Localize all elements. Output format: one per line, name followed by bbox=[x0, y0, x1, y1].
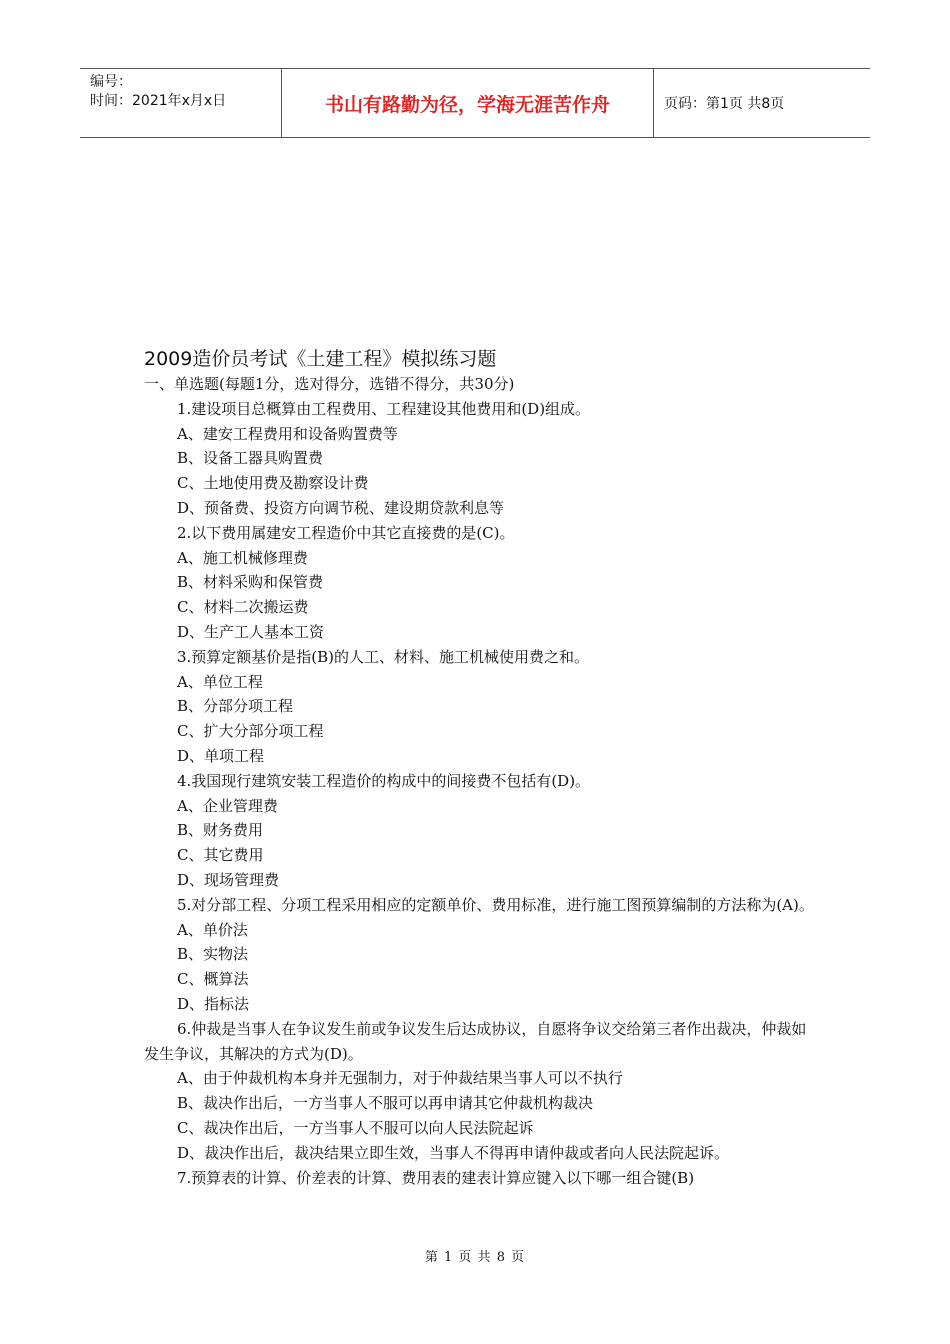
document-body bbox=[144, 346, 814, 1190]
answer-option: A、企业管理费 bbox=[177, 796, 278, 815]
answer-option: B、分部分项工程 bbox=[177, 697, 294, 716]
header-motto: 书山有路勤为径，学海无涯苦作舟 bbox=[282, 69, 654, 137]
time-label: 时间：2021年x月x日 bbox=[90, 93, 227, 109]
section-heading: 一、单选题(每题1分，选对得分，选错不得分，共30分) bbox=[144, 375, 515, 393]
answer-option: D、生产工人基本工资 bbox=[177, 622, 325, 641]
answer-option: B、裁决作出后，一方当事人不服可以再申请其它仲裁机构裁决 bbox=[177, 1094, 594, 1113]
answer-option: C、扩大分部分项工程 bbox=[177, 722, 324, 741]
header-meta bbox=[80, 69, 282, 137]
answer-option: A、单位工程 bbox=[177, 672, 263, 691]
answer-option: C、其它费用 bbox=[177, 846, 264, 865]
question-stem: 5.对分部工程、分项工程采用相应的定额单价、费用标准，进行施工图预算编制的方法称为(A)。 bbox=[177, 895, 814, 914]
number-label: 编号： bbox=[90, 74, 132, 90]
question-stem: 1.建设项目总概算由工程费用、工程建设其他费用和(D)组成。 bbox=[177, 399, 591, 418]
answer-option: D、单项工程 bbox=[177, 746, 265, 765]
answer-option: C、概算法 bbox=[177, 970, 249, 989]
answer-option: A、建安工程费用和设备购置费等 bbox=[177, 424, 398, 443]
page-footer: 第 1 页 共 8 页 bbox=[424, 1250, 526, 1265]
page-header bbox=[80, 68, 870, 138]
document-title: 2009造价员考试《土建工程》模拟练习题 bbox=[144, 348, 497, 370]
answer-option: C、材料二次搬运费 bbox=[177, 598, 309, 617]
answer-option: B、材料采购和保管费 bbox=[177, 573, 324, 592]
question-list bbox=[144, 397, 814, 1191]
answer-option: D、指标法 bbox=[177, 994, 250, 1013]
answer-option: D、预备费、投资方向调节税、建设期贷款利息等 bbox=[177, 498, 505, 517]
answer-option: B、实物法 bbox=[177, 945, 249, 964]
answer-option: C、裁决作出后，一方当事人不服可以向人民法院起诉 bbox=[177, 1118, 534, 1137]
question-stem: 6.仲裁是当事人在争议发生前或争议发生后达成协议，自愿将争议交给第三者作出裁决，仲裁如发生争议，其解决的方式为(D)。 bbox=[144, 1019, 807, 1063]
answer-option: D、现场管理费 bbox=[177, 870, 280, 889]
answer-option: B、财务费用 bbox=[177, 821, 264, 840]
question-stem: 3.预算定额基价是指(B)的人工、材料、施工机械使用费之和。 bbox=[177, 647, 590, 666]
question-stem: 4.我国现行建筑安装工程造价的构成中的间接费不包括有(D)。 bbox=[177, 771, 591, 790]
answer-option: A、由于仲裁机构本身并无强制力，对于仲裁结果当事人可以不执行 bbox=[177, 1069, 623, 1088]
answer-option: D、裁决作出后，裁决结果立即生效，当事人不得再申请仲裁或者向人民法院起诉。 bbox=[177, 1143, 730, 1162]
page-code: 页码：第1页 共8页 bbox=[664, 96, 785, 112]
answer-option: B、设备工器具购置费 bbox=[177, 449, 324, 468]
question-stem: 7.预算表的计算、价差表的计算、费用表的建表计算应键入以下哪一组合键(B) bbox=[177, 1168, 695, 1187]
answer-option: C、土地使用费及勘察设计费 bbox=[177, 474, 369, 493]
answer-option: A、施工机械修理费 bbox=[177, 548, 308, 567]
answer-option: A、单价法 bbox=[177, 920, 248, 939]
question-stem: 2.以下费用属建安工程造价中其它直接费的是(C)。 bbox=[177, 523, 515, 542]
